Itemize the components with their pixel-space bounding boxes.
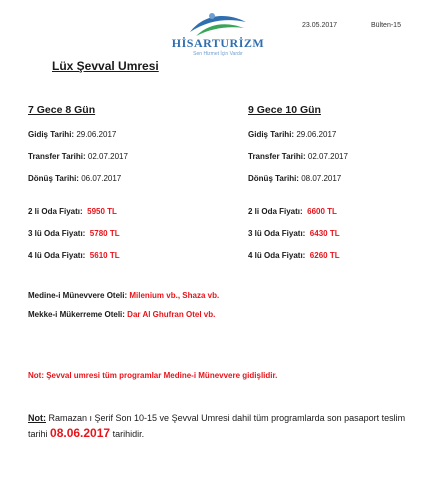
transfer-row: [248, 152, 428, 174]
note-text-end: tarihidir.: [110, 429, 145, 439]
departure-row: [248, 130, 428, 152]
room-price-row: [28, 229, 208, 251]
transfer-date: 02.07.2017: [307, 152, 348, 161]
departure-date: 29.06.2017: [296, 130, 337, 139]
mecca-hotel-label: Mekke-i Mükerreme Oteli:: [28, 310, 125, 319]
room-price-row: [28, 251, 208, 273]
brand-name: HİSARTURİZM: [171, 36, 265, 50]
transfer-label: Transfer Tarihi:: [28, 152, 86, 161]
logo-swoosh-icon: [186, 10, 250, 38]
mecca-hotel-value: Dar Al Ghufran Otel vb.: [127, 310, 216, 319]
return-date: 06.07.2017: [81, 174, 122, 183]
room-label: 4 lü Oda Fiyatı:: [28, 251, 86, 260]
transfer-label: Transfer Tarihi:: [248, 152, 306, 161]
note-label: Not:: [28, 413, 46, 423]
package-9-nights: [248, 104, 428, 273]
page-title: Lüx Şevval Umresi: [52, 59, 159, 73]
transfer-row: [28, 152, 208, 174]
route-note: Not: Şevval umresi tüm programlar Medine-i Münevvere gidişlidir.: [28, 371, 278, 380]
room-price-row: [248, 207, 428, 229]
hisar-turizm-logo: [168, 10, 268, 60]
deadline-date: 08.06.2017: [50, 426, 111, 440]
room-price-row: [248, 251, 428, 273]
room-label: 4 lü Oda Fiyatı:: [248, 251, 306, 260]
room-price-row: [248, 229, 428, 251]
return-label: Dönüş Tarihi:: [248, 174, 299, 183]
medina-hotel-label: Medine-i Münevvere Oteli:: [28, 291, 128, 300]
passport-deadline-note: [28, 411, 418, 442]
room-price-row: [28, 207, 208, 229]
departure-date: 29.06.2017: [76, 130, 117, 139]
room-label: 2 li Oda Fiyatı:: [28, 207, 83, 216]
departure-row: [28, 130, 208, 152]
room-price: 5610 TL: [89, 251, 120, 260]
bulletin-date: 23.05.2017: [302, 22, 338, 29]
medina-hotel-row: [28, 291, 219, 300]
room-price: 5780 TL: [89, 229, 120, 238]
transfer-date: 02.07.2017: [87, 152, 128, 161]
room-label: 2 li Oda Fiyatı:: [248, 207, 303, 216]
room-label: 3 lü Oda Fiyatı:: [248, 229, 306, 238]
note-text: Ramazan ı Şerif Son 10-15 ve Şevval Umresi dahil tüm programlarda son pasaport teslim tarihi: [28, 413, 406, 439]
room-label: 3 lü Oda Fiyatı:: [28, 229, 86, 238]
medina-hotel-value: Milenium vb., Shaza vb.: [129, 291, 220, 300]
room-price: 6260 TL: [309, 251, 340, 260]
return-date: 08.07.2017: [301, 174, 342, 183]
package-heading: 7 Gece 8 Gün: [28, 104, 96, 116]
return-row: [28, 174, 208, 196]
room-price: 6600 TL: [307, 207, 337, 216]
package-7-nights: [28, 104, 208, 273]
brand-tagline: Sen Hizmet İçin Vardır: [193, 51, 243, 57]
room-price: 5950 TL: [87, 207, 117, 216]
return-label: Dönüş Tarihi:: [28, 174, 79, 183]
bulletin-number: Bülten-15: [371, 22, 401, 29]
departure-label: Gidiş Tarihi:: [28, 130, 75, 139]
return-row: [248, 174, 428, 196]
package-heading: 9 Gece 10 Gün: [248, 104, 321, 116]
mecca-hotel-row: [28, 310, 215, 319]
departure-label: Gidiş Tarihi:: [248, 130, 295, 139]
room-price: 6430 TL: [309, 229, 340, 238]
